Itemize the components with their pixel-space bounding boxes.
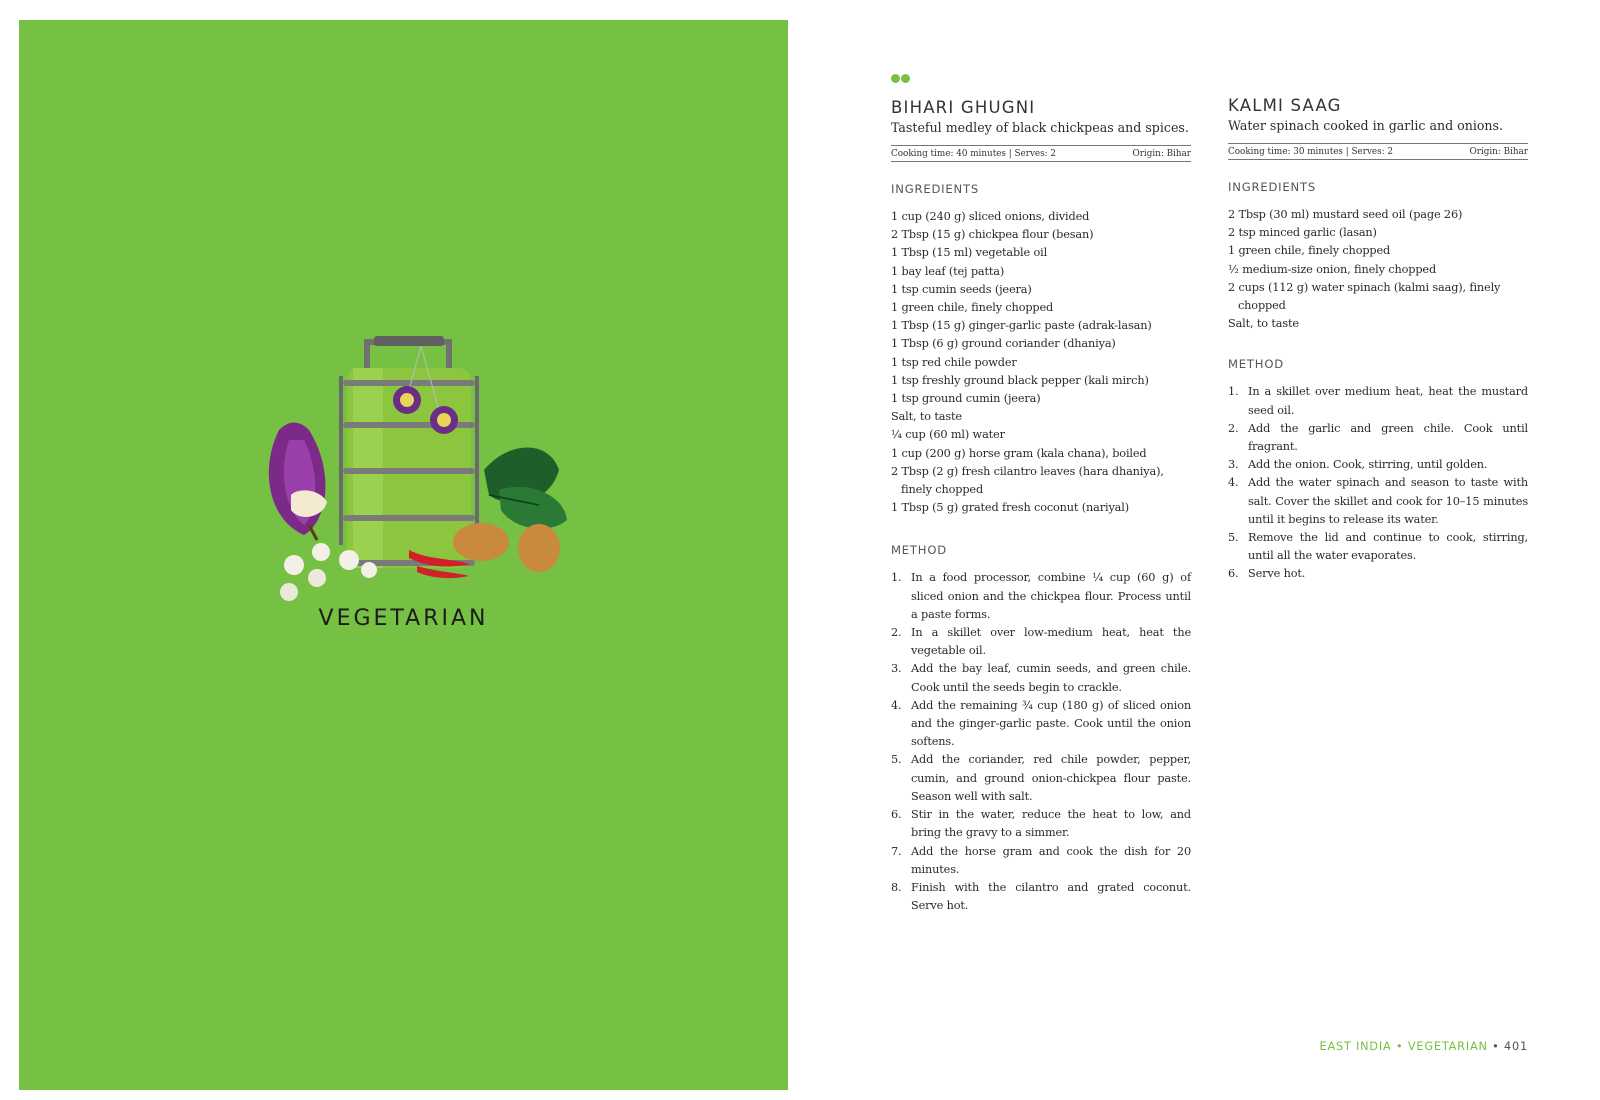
method-step: 3. Add the bay leaf, cumin seeds, and green chile. Cook until the seeds begin to crackle.	[891, 662, 1191, 694]
banana-flower-icon	[269, 423, 327, 541]
ingredient: 2 Tbsp (15 g) chickpea flour (besan)	[891, 228, 1094, 242]
method-step: 2. Add the garlic and green chile. Cook until fragrant.	[1228, 421, 1528, 454]
method-step: 4. Add the water spinach and season to taste with salt. Cover the skillet and cook for 10–15 minutes until it begins to release its water.	[1228, 476, 1528, 526]
page-number: 401	[1504, 1040, 1528, 1053]
recipe-title: BIHARI GHUGNI	[891, 98, 1036, 117]
spinach-leaves-icon	[484, 448, 567, 529]
method-step: 5. Remove the lid and continue to cook, stirring, until all the water evaporates.	[1228, 531, 1528, 563]
ingredient: 1 tsp freshly ground black pepper (kali mirch)	[891, 373, 1149, 387]
ingredient: 1 Tbsp (6 g) ground coriander (dhaniya)	[891, 337, 1116, 351]
method-heading: METHOD	[1228, 357, 1284, 372]
method-list	[1228, 383, 1528, 583]
method-step: 1. In a food processor, combine ¼ cup (60 g) of sliced onion and the chickpea flour. Process until a paste forms.	[891, 571, 1191, 621]
ingredient: 1 Tbsp (15 ml) vegetable oil	[891, 246, 1048, 260]
ingredient: 2 cups (112 g) water spinach (kalmi saag), finely chopped	[1228, 280, 1501, 313]
ingredient: 1 tsp ground cumin (jeera)	[891, 392, 1041, 406]
footer-separator: •	[1396, 1040, 1404, 1053]
ingredient: 1 green chile, finely chopped	[891, 301, 1054, 315]
ingredients-list	[1228, 206, 1528, 333]
method-step: 4. Add the remaining ¾ cup (180 g) of sliced onion and the ginger-garlic paste. Cook until the onion softens.	[891, 698, 1191, 749]
ingredient: Salt, to taste	[1228, 317, 1299, 331]
method-step: 2. In a skillet over low-medium heat, heat the vegetable oil.	[891, 626, 1191, 658]
ingredient: 1 Tbsp (15 g) ginger-garlic paste (adrak-lasan)	[891, 319, 1152, 333]
method-step: 3. Add the onion. Cook, stirring, until golden.	[1228, 458, 1488, 472]
section-dots-icon	[891, 74, 910, 83]
ingredient: 1 tsp cumin seeds (jeera)	[891, 282, 1032, 296]
ingredient: 2 Tbsp (30 ml) mustard seed oil (page 26)	[1228, 208, 1463, 221]
ingredient: 1 Tbsp (5 g) grated fresh coconut (nariyal)	[891, 501, 1129, 515]
method-list	[891, 569, 1191, 915]
ingredient: ¼ cup (60 ml) water	[891, 428, 1005, 442]
method-step: 5. Add the coriander, red chile powder, pepper, cumin, and ground onion-chickpea flour paste. Season well with salt.	[891, 753, 1191, 803]
origin: Origin: Bihar	[1469, 147, 1528, 157]
method-heading: METHOD	[891, 543, 947, 558]
recipe-bihari-ghugni	[891, 98, 1191, 915]
cooking-time-serves: Cooking time: 40 minutes | Serves: 2	[891, 149, 1056, 159]
recipe-subtitle: Water spinach cooked in garlic and onions.	[1228, 118, 1504, 133]
method-step: 6. Stir in the water, reduce the heat to low, and bring the gravy to a simmer.	[891, 808, 1191, 840]
method-step: 6. Serve hot.	[1228, 567, 1306, 581]
ingredient: ½ medium-size onion, finely chopped	[1228, 262, 1437, 276]
method-step: 1. In a skillet over medium heat, heat the mustard seed oil.	[1228, 385, 1528, 417]
method-step: 7. Add the horse gram and cook the dish for 20 minutes.	[891, 844, 1191, 876]
footer-region: EAST INDIA	[1319, 1040, 1392, 1053]
ingredient: 1 green chile, finely chopped	[1228, 244, 1391, 258]
ingredient: 1 cup (200 g) horse gram (kala chana), boiled	[891, 446, 1147, 460]
ingredient: Salt, to taste	[891, 410, 962, 424]
ingredient: 1 bay leaf (tej patta)	[891, 264, 1005, 278]
recipe-title: KALMI SAAG	[1228, 96, 1342, 115]
vegetable-illustration	[249, 320, 589, 630]
recipe-meta	[891, 145, 1191, 162]
origin: Origin: Bihar	[1132, 149, 1191, 159]
recipe-kalmi-saag	[1228, 96, 1528, 584]
page-footer	[1320, 1040, 1528, 1053]
footer-separator: •	[1492, 1040, 1500, 1053]
recipe-subtitle: Tasteful medley of black chickpeas and spices.	[891, 120, 1189, 135]
ingredient: 2 tsp minced garlic (lasan)	[1228, 226, 1377, 240]
footer-category: VEGETARIAN	[1407, 1040, 1488, 1053]
ingredient: 2 Tbsp (2 g) fresh cilantro leaves (hara dhaniya), finely chopped	[891, 464, 1164, 497]
section-divider-panel	[19, 20, 788, 1090]
section-label: VEGETARIAN	[318, 606, 489, 631]
ingredient: 1 cup (240 g) sliced onions, divided	[891, 210, 1090, 223]
recipe-meta	[1228, 143, 1528, 160]
ingredients-heading: INGREDIENTS	[891, 182, 980, 196]
ingredient: 1 tsp red chile powder	[891, 355, 1017, 369]
ingredients-list	[891, 208, 1191, 517]
ingredients-heading: INGREDIENTS	[1228, 180, 1317, 194]
method-step: 8. Finish with the cilantro and grated coconut. Serve hot.	[891, 880, 1191, 913]
cooking-time-serves: Cooking time: 30 minutes | Serves: 2	[1228, 147, 1393, 157]
